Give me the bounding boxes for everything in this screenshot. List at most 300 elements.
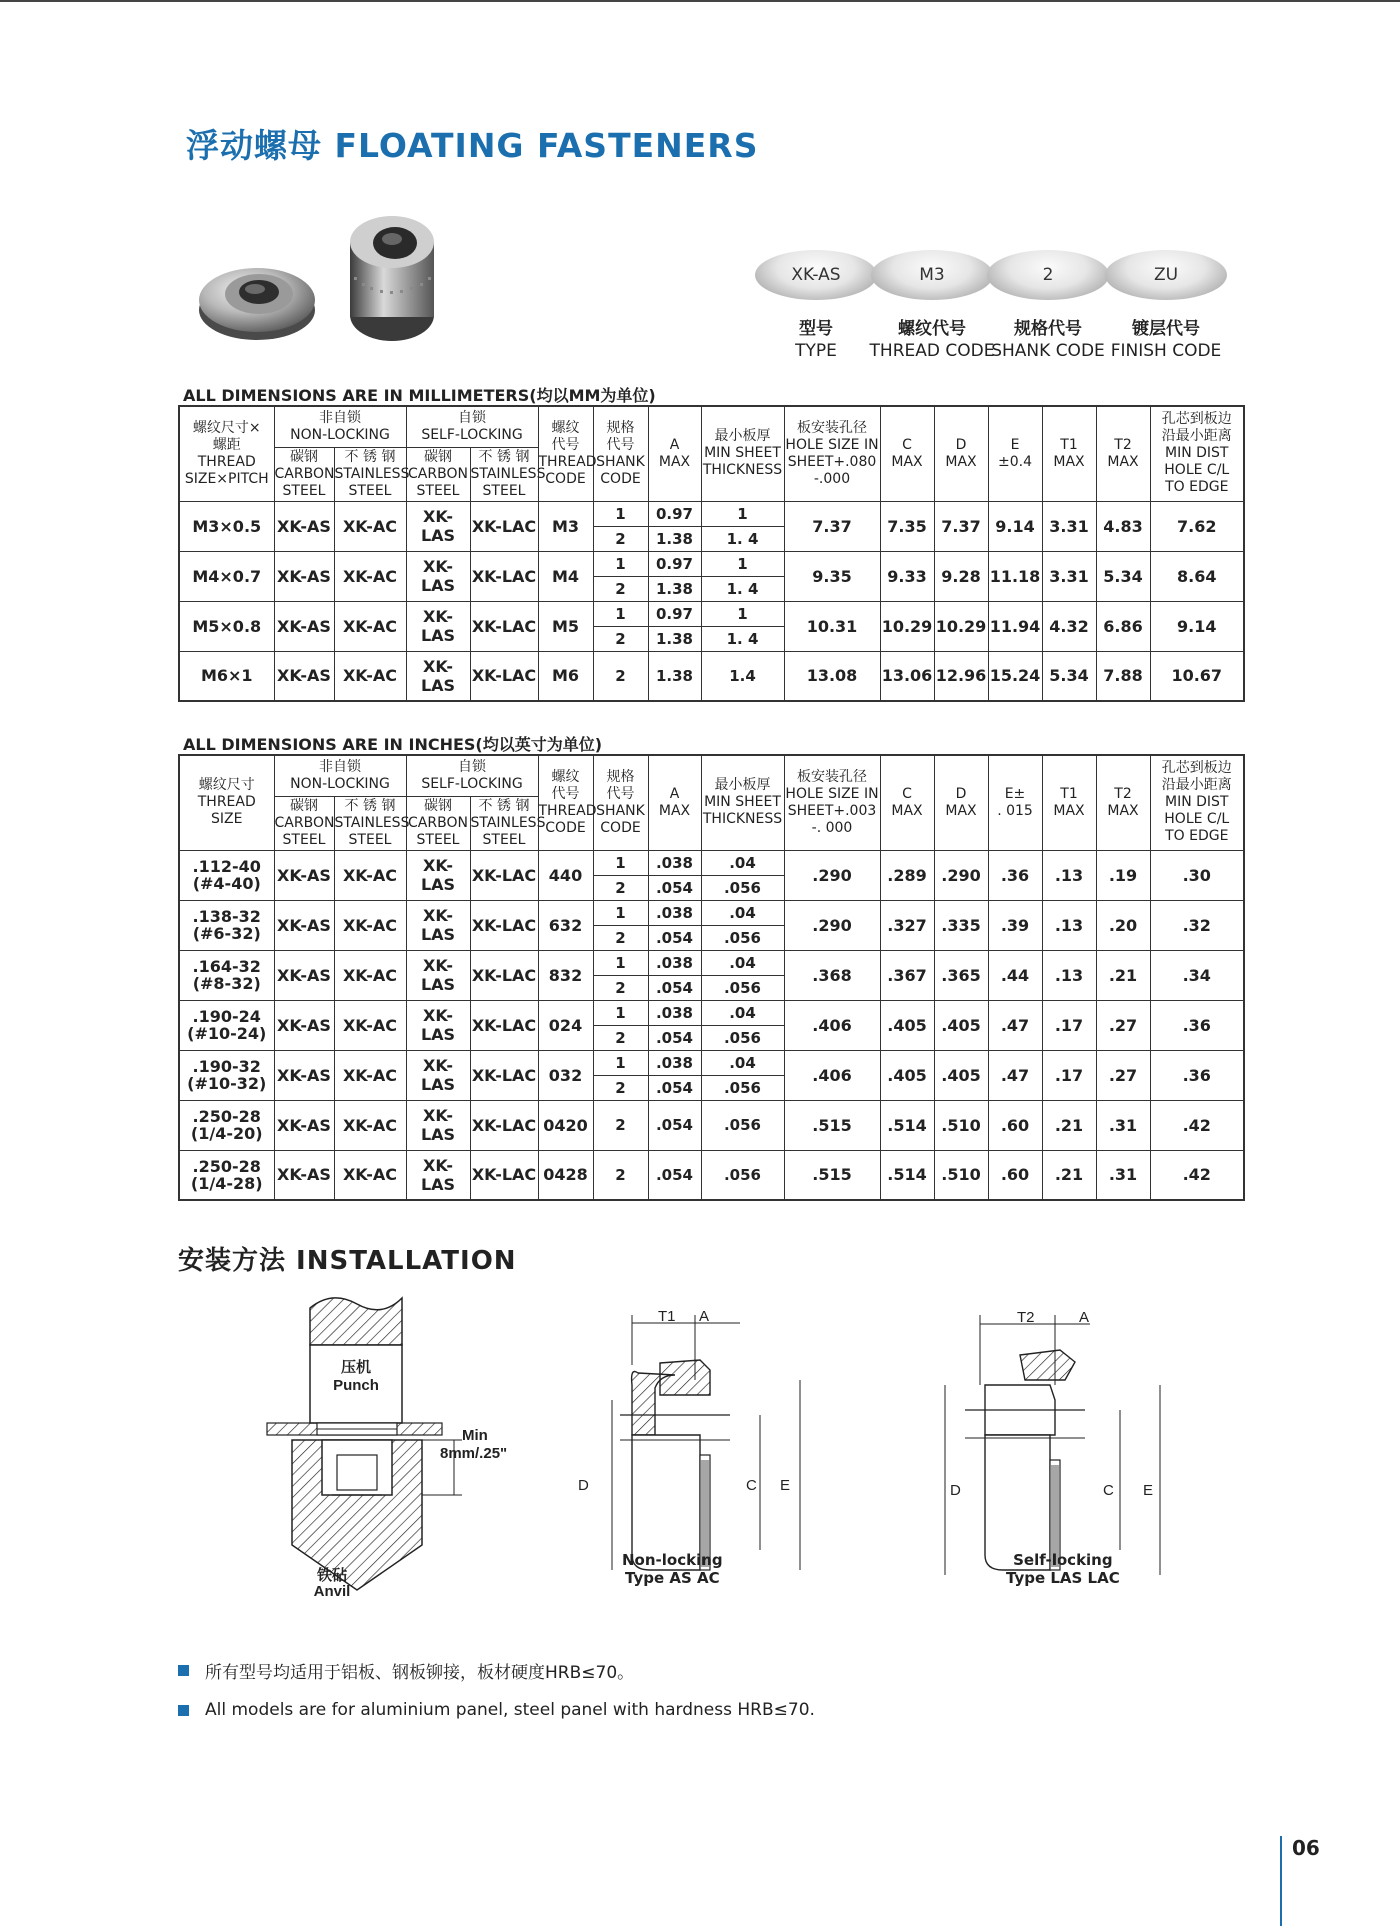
as-cell: XK-AS bbox=[274, 1000, 334, 1050]
edge-cell: .34 bbox=[1150, 950, 1244, 1000]
lac-cell: XK-LAC bbox=[470, 501, 538, 551]
inch-dimension-table bbox=[178, 754, 1245, 1201]
shank-cell: 1 bbox=[593, 601, 648, 626]
d-label: D bbox=[578, 1477, 589, 1494]
header-thread bbox=[179, 755, 274, 850]
header-line: E± bbox=[1004, 785, 1026, 802]
t1-cell: .21 bbox=[1042, 1150, 1096, 1200]
min-sheet-cell: 1. 4 bbox=[701, 526, 784, 551]
shank-cell: 2 bbox=[593, 1025, 648, 1050]
d-cell: .335 bbox=[934, 900, 988, 950]
header-line: 螺纹尺寸 bbox=[198, 777, 255, 794]
a-cell: .038 bbox=[648, 900, 701, 925]
inch-table-body bbox=[179, 850, 1244, 1200]
a-cell: .054 bbox=[648, 875, 701, 900]
header-non-locking bbox=[274, 406, 406, 447]
ac-cell: XK-AC bbox=[334, 501, 406, 551]
shank-cell: 2 bbox=[593, 526, 648, 551]
header-t1 bbox=[1042, 755, 1096, 850]
code-thread bbox=[866, 250, 998, 361]
ac-cell: XK-AC bbox=[334, 551, 406, 601]
min-sheet-cell: 1.4 bbox=[701, 651, 784, 701]
header-carbon bbox=[406, 447, 470, 501]
header-line: 不 锈 钢 bbox=[478, 797, 530, 814]
ac-cell: XK-AC bbox=[334, 900, 406, 950]
header-line: MAX bbox=[891, 802, 923, 819]
header-line: A bbox=[669, 785, 680, 802]
d-cell: .405 bbox=[934, 1000, 988, 1050]
header-line: STEEL bbox=[482, 831, 526, 848]
header-line: 最小板厚 bbox=[714, 428, 771, 445]
header-line: STEEL bbox=[348, 831, 392, 848]
las-cell: XK-LAS bbox=[406, 651, 470, 701]
shank-cell: 1 bbox=[593, 1000, 648, 1025]
hole-cell: .406 bbox=[784, 1000, 880, 1050]
t2-cell: .31 bbox=[1096, 1150, 1150, 1200]
las-cell: XK-LAS bbox=[406, 551, 470, 601]
header-e bbox=[988, 406, 1042, 501]
header-line: STAINLESS bbox=[334, 814, 410, 831]
page-number: 06 bbox=[1292, 1836, 1320, 1860]
header-line: SELF-LOCKING bbox=[421, 775, 523, 792]
a-cell: .038 bbox=[648, 1050, 701, 1075]
header-line: MAX bbox=[945, 453, 977, 470]
header-line: HOLE C/L bbox=[1164, 462, 1230, 479]
table-row bbox=[179, 501, 1244, 526]
a-cell: 0.97 bbox=[648, 551, 701, 576]
shank-cell: 1 bbox=[593, 1050, 648, 1075]
header-line: 不 锈 钢 bbox=[478, 448, 530, 465]
thread-size-line: (#8-32) bbox=[192, 974, 261, 993]
t1-cell: 3.31 bbox=[1042, 551, 1096, 601]
header-line: 不 锈 钢 bbox=[344, 448, 396, 465]
edge-cell: .42 bbox=[1150, 1100, 1244, 1150]
table-row bbox=[179, 651, 1244, 701]
lac-cell: XK-LAC bbox=[470, 900, 538, 950]
shank-cell: 2 bbox=[593, 1075, 648, 1100]
c-label: C bbox=[746, 1477, 757, 1494]
t2-cell: .31 bbox=[1096, 1100, 1150, 1150]
header-line: MAX bbox=[1107, 802, 1139, 819]
edge-cell: .42 bbox=[1150, 1150, 1244, 1200]
header-stainless bbox=[334, 447, 410, 501]
as-cell: XK-AS bbox=[274, 950, 334, 1000]
lac-cell: XK-LAC bbox=[470, 1100, 538, 1150]
code-cell: M3 bbox=[538, 501, 593, 551]
t1-cell: .17 bbox=[1042, 1000, 1096, 1050]
code-label-cn: 镀层代号 bbox=[1132, 319, 1200, 339]
e-cell: .47 bbox=[988, 1050, 1042, 1100]
ac-cell: XK-AC bbox=[334, 850, 406, 900]
thread-size-line: .164-32 bbox=[192, 957, 261, 976]
thread-size-cell: M4×0.7 bbox=[179, 551, 274, 601]
t2-cell: 4.83 bbox=[1096, 501, 1150, 551]
header-line: HOLE C/L bbox=[1164, 811, 1230, 828]
edge-cell: .30 bbox=[1150, 850, 1244, 900]
lac-cell: XK-LAC bbox=[470, 1150, 538, 1200]
e-cell: 11.94 bbox=[988, 601, 1042, 651]
as-cell: XK-AS bbox=[274, 1050, 334, 1100]
a-cell: .054 bbox=[648, 1075, 701, 1100]
header-line: 代号 bbox=[606, 785, 635, 802]
mm-table-body bbox=[179, 501, 1244, 701]
header-line: THREAD bbox=[538, 453, 597, 470]
code-cell: 0420 bbox=[538, 1100, 593, 1150]
lac-cell: XK-LAC bbox=[470, 651, 538, 701]
header-t1 bbox=[1042, 406, 1096, 501]
header-line: HOLE SIZE IN bbox=[785, 436, 879, 453]
hole-cell: .368 bbox=[784, 950, 880, 1000]
code-shank bbox=[982, 250, 1114, 361]
hole-cell: 9.35 bbox=[784, 551, 880, 601]
header-thread-code bbox=[538, 755, 597, 850]
header-line: -.000 bbox=[813, 470, 851, 487]
t1-cell: 5.34 bbox=[1042, 651, 1096, 701]
header-line: C bbox=[902, 436, 912, 453]
code-cell: 832 bbox=[538, 950, 593, 1000]
header-t2 bbox=[1096, 755, 1150, 850]
thread-size-line: .190-24 bbox=[192, 1007, 261, 1026]
page-title: 浮动螺母 FLOATING FASTENERS bbox=[186, 126, 759, 165]
shank-cell: 1 bbox=[593, 551, 648, 576]
header-line: 碳钢 bbox=[424, 797, 452, 814]
edge-cell: .36 bbox=[1150, 1050, 1244, 1100]
header-line: CARBON bbox=[408, 814, 468, 831]
punch-anvil-diagram bbox=[262, 1290, 562, 1610]
hole-cell: .290 bbox=[784, 900, 880, 950]
table-row bbox=[179, 1050, 1244, 1075]
table-row bbox=[179, 601, 1244, 626]
ac-cell: XK-AC bbox=[334, 1150, 406, 1200]
ac-cell: XK-AC bbox=[334, 651, 406, 701]
header-line: 代号 bbox=[551, 436, 580, 453]
lac-cell: XK-LAC bbox=[470, 1000, 538, 1050]
thread-size-line: (1/4-20) bbox=[190, 1124, 263, 1143]
t2-cell: .21 bbox=[1096, 950, 1150, 1000]
c-label: C bbox=[1103, 1482, 1114, 1499]
e-cell: 9.14 bbox=[988, 501, 1042, 551]
non-locking-caption bbox=[622, 1551, 723, 1587]
min-sheet-cell: .04 bbox=[701, 850, 784, 875]
header-line: D bbox=[955, 785, 967, 802]
product-photos bbox=[190, 195, 455, 370]
c-cell: 9.33 bbox=[880, 551, 934, 601]
header-line: MAX bbox=[1053, 802, 1085, 819]
d-cell: 12.96 bbox=[934, 651, 988, 701]
header-thread-code bbox=[538, 406, 597, 501]
e-cell: .44 bbox=[988, 950, 1042, 1000]
in-table-caption: ALL DIMENSIONS ARE IN INCHES(均以英寸为单位) bbox=[183, 735, 603, 754]
header-line: STEEL bbox=[416, 831, 460, 848]
min-sheet-cell: 1 bbox=[701, 551, 784, 576]
header-shank-code bbox=[593, 755, 648, 850]
header-line: THREAD bbox=[197, 794, 256, 811]
bullet-icon bbox=[178, 1705, 189, 1716]
as-cell: XK-AS bbox=[274, 850, 334, 900]
header-line: MAX bbox=[945, 802, 977, 819]
as-cell: XK-AS bbox=[274, 1150, 334, 1200]
d-cell: 7.37 bbox=[934, 501, 988, 551]
min-sheet-cell: .056 bbox=[701, 875, 784, 900]
shank-cell: 2 bbox=[593, 576, 648, 601]
code-label-en: SHANK CODE bbox=[991, 341, 1105, 361]
header-line: CARBON bbox=[408, 465, 468, 482]
edge-cell: 7.62 bbox=[1150, 501, 1244, 551]
code-label-cn: 型号 bbox=[799, 319, 833, 339]
header-line: T2 bbox=[1114, 436, 1132, 453]
a-label: A bbox=[1079, 1310, 1090, 1326]
header-line: 螺纹尺寸× bbox=[192, 419, 261, 436]
header-line: A bbox=[669, 436, 680, 453]
shank-cell: 2 bbox=[593, 651, 648, 701]
d-cell: .510 bbox=[934, 1100, 988, 1150]
las-cell: XK-LAS bbox=[406, 850, 470, 900]
e-cell: 15.24 bbox=[988, 651, 1042, 701]
header-line: MAX bbox=[1053, 453, 1085, 470]
code-cell: 632 bbox=[538, 900, 593, 950]
table-row bbox=[179, 551, 1244, 576]
ac-cell: XK-AC bbox=[334, 1100, 406, 1150]
las-cell: XK-LAS bbox=[406, 1150, 470, 1200]
code-label-cn: 规格代号 bbox=[1014, 319, 1082, 339]
a-cell: 1.38 bbox=[648, 626, 701, 651]
mm-dimension-table bbox=[178, 405, 1245, 702]
t2-cell: 7.88 bbox=[1096, 651, 1150, 701]
table-row bbox=[179, 1150, 1244, 1200]
shank-cell: 2 bbox=[593, 1150, 648, 1200]
t1-cell: 4.32 bbox=[1042, 601, 1096, 651]
header-self-locking bbox=[406, 406, 538, 447]
code-cell: 032 bbox=[538, 1050, 593, 1100]
t1-cell: .21 bbox=[1042, 1100, 1096, 1150]
thread-size-line: .250-28 bbox=[192, 1107, 261, 1126]
edge-cell: .32 bbox=[1150, 900, 1244, 950]
header-line: SHANK bbox=[596, 453, 645, 470]
min-sheet-cell: .056 bbox=[701, 975, 784, 1000]
header-line: 碳钢 bbox=[290, 797, 318, 814]
header-self-locking bbox=[406, 755, 538, 796]
thread-size-line: .250-28 bbox=[192, 1156, 261, 1176]
flat-nut-photo bbox=[195, 250, 320, 345]
header-line: 不 锈 钢 bbox=[344, 797, 396, 814]
header-line: SELF-LOCKING bbox=[421, 426, 523, 443]
thread-size-cell bbox=[179, 850, 274, 900]
a-cell: 1.38 bbox=[648, 576, 701, 601]
table-row bbox=[179, 850, 1244, 875]
ac-cell: XK-AC bbox=[334, 950, 406, 1000]
shank-cell: 1 bbox=[593, 850, 648, 875]
header-t2 bbox=[1096, 406, 1150, 501]
header-stainless bbox=[470, 447, 546, 501]
las-cell: XK-LAS bbox=[406, 1000, 470, 1050]
header-d bbox=[934, 406, 988, 501]
header-edge bbox=[1150, 755, 1244, 850]
top-rule bbox=[0, 0, 1400, 2]
min-sheet-cell: .04 bbox=[701, 900, 784, 925]
bullet-icon bbox=[178, 1665, 189, 1676]
t1-label: T1 bbox=[658, 1308, 676, 1325]
table-row bbox=[179, 950, 1244, 975]
self-locking-caption bbox=[1006, 1551, 1120, 1587]
t1-cell: 3.31 bbox=[1042, 501, 1096, 551]
header-line: MIN SHEET bbox=[704, 445, 781, 462]
header-line: CODE bbox=[600, 819, 641, 836]
header-line: THICKNESS bbox=[702, 462, 783, 479]
min-sheet-cell: .056 bbox=[701, 1100, 784, 1150]
header-line: 碳钢 bbox=[290, 448, 318, 465]
note-text: All models are for aluminium panel, steel panel with hardness HRB≤70. bbox=[205, 1700, 815, 1720]
header-line: ±0.4 bbox=[998, 453, 1032, 470]
header-min-sheet bbox=[701, 755, 784, 850]
header-line: 螺纹 bbox=[551, 419, 580, 436]
las-cell: XK-LAS bbox=[406, 601, 470, 651]
las-cell: XK-LAS bbox=[406, 900, 470, 950]
min-sheet-cell: .04 bbox=[701, 1000, 784, 1025]
tall-nut-photo bbox=[340, 207, 445, 347]
header-d bbox=[934, 755, 988, 850]
min-sheet-cell: 1 bbox=[701, 601, 784, 626]
header-line: 规格 bbox=[606, 419, 635, 436]
e-cell: .39 bbox=[988, 900, 1042, 950]
table-row bbox=[179, 1000, 1244, 1025]
header-c bbox=[880, 406, 934, 501]
min-sheet-cell: 1. 4 bbox=[701, 626, 784, 651]
hole-cell: .515 bbox=[784, 1100, 880, 1150]
a-label: A bbox=[699, 1308, 710, 1325]
header-line: 螺纹 bbox=[551, 768, 580, 785]
thread-size-cell bbox=[179, 1050, 274, 1100]
thread-size-line: (#10-32) bbox=[187, 1074, 267, 1093]
header-min-sheet bbox=[701, 406, 784, 501]
a-cell: .038 bbox=[648, 850, 701, 875]
code-finish bbox=[1100, 250, 1232, 361]
thread-size-line: (#10-24) bbox=[187, 1024, 267, 1043]
t2-cell: 5.34 bbox=[1096, 551, 1150, 601]
las-cell: XK-LAS bbox=[406, 1050, 470, 1100]
header-line: SHANK bbox=[596, 802, 645, 819]
header-line: C bbox=[902, 785, 912, 802]
header-stainless bbox=[334, 796, 410, 850]
caption-line: Self-locking bbox=[1013, 1551, 1113, 1569]
header-carbon bbox=[406, 796, 470, 850]
a-cell: .054 bbox=[648, 975, 701, 1000]
las-cell: XK-LAS bbox=[406, 501, 470, 551]
thread-size-cell bbox=[179, 900, 274, 950]
a-cell: .054 bbox=[648, 1025, 701, 1050]
d-cell: 9.28 bbox=[934, 551, 988, 601]
hole-cell: 7.37 bbox=[784, 501, 880, 551]
anvil-label-en: Anvil bbox=[313, 1583, 351, 1600]
min-sheet-cell: .056 bbox=[701, 1025, 784, 1050]
header-a bbox=[648, 406, 701, 501]
d-label: D bbox=[950, 1482, 961, 1499]
header-line: E bbox=[1010, 436, 1020, 453]
e-cell: 11.18 bbox=[988, 551, 1042, 601]
header-line: TO EDGE bbox=[1165, 828, 1229, 845]
shank-cell: 1 bbox=[593, 501, 648, 526]
header-line: 代号 bbox=[606, 436, 635, 453]
header-line: SIZE×PITCH bbox=[184, 470, 269, 487]
edge-cell: 10.67 bbox=[1150, 651, 1244, 701]
as-cell: XK-AS bbox=[274, 1100, 334, 1150]
header-line: 孔芯到板边 bbox=[1161, 411, 1232, 428]
header-line: THREAD bbox=[197, 453, 256, 470]
header-line: MAX bbox=[891, 453, 923, 470]
header-line: D bbox=[955, 436, 967, 453]
thread-size-line: .190-32 bbox=[192, 1057, 261, 1076]
code-cell: 440 bbox=[538, 850, 593, 900]
caption-line: Non-locking bbox=[622, 1551, 723, 1569]
shank-cell: 2 bbox=[593, 875, 648, 900]
header-line: MAX bbox=[1107, 453, 1139, 470]
header-line: MAX bbox=[658, 802, 691, 819]
t2-cell: 6.86 bbox=[1096, 601, 1150, 651]
a-cell: .054 bbox=[648, 1150, 701, 1200]
header-line: MIN DIST bbox=[1165, 794, 1229, 811]
header-line: 孔芯到板边 bbox=[1161, 760, 1232, 777]
punch-label-cn: 压机 bbox=[340, 1359, 372, 1376]
anvil-label-cn: 铁砧 bbox=[316, 1567, 348, 1584]
las-cell: XK-LAS bbox=[406, 950, 470, 1000]
header-line: MIN SHEET bbox=[704, 794, 781, 811]
code-label-en: TYPE bbox=[795, 341, 837, 361]
t2-cell: .19 bbox=[1096, 850, 1150, 900]
header-stainless bbox=[470, 796, 546, 850]
d-cell: .510 bbox=[934, 1150, 988, 1200]
ac-cell: XK-AC bbox=[334, 601, 406, 651]
as-cell: XK-AS bbox=[274, 900, 334, 950]
c-cell: .514 bbox=[880, 1100, 934, 1150]
header-line: HOLE SIZE IN bbox=[785, 785, 879, 802]
min-label: Min bbox=[462, 1427, 488, 1444]
header-line: MIN DIST bbox=[1165, 445, 1229, 462]
code-type bbox=[750, 250, 882, 361]
edge-cell: 9.14 bbox=[1150, 601, 1244, 651]
header-line: NON-LOCKING bbox=[290, 775, 390, 792]
shank-cell: 2 bbox=[593, 925, 648, 950]
shank-cell: 2 bbox=[593, 975, 648, 1000]
header-line: STEEL bbox=[416, 482, 460, 499]
header-line: THREAD bbox=[538, 802, 597, 819]
code-oval: M3 bbox=[871, 250, 993, 300]
table-row bbox=[179, 1100, 1244, 1150]
min-value: 8mm/.25" bbox=[440, 1445, 508, 1462]
header-line: SHEET+.003 bbox=[787, 802, 877, 819]
code-oval: XK-AS bbox=[755, 250, 877, 300]
t2-cell: .27 bbox=[1096, 1000, 1150, 1050]
note-en bbox=[178, 1700, 815, 1720]
code-cell: M4 bbox=[538, 551, 593, 601]
a-cell: .054 bbox=[648, 925, 701, 950]
code-oval: ZU bbox=[1105, 250, 1227, 300]
t1-cell: .13 bbox=[1042, 950, 1096, 1000]
header-shank-code bbox=[593, 406, 648, 501]
thread-size-line: (#4-40) bbox=[192, 874, 261, 893]
edge-cell: .36 bbox=[1150, 1000, 1244, 1050]
t1-cell: .17 bbox=[1042, 1050, 1096, 1100]
a-cell: .038 bbox=[648, 950, 701, 975]
header-line: CARBON bbox=[274, 465, 335, 482]
min-sheet-cell: .04 bbox=[701, 1050, 784, 1075]
t2-cell: .20 bbox=[1096, 900, 1150, 950]
as-cell: XK-AS bbox=[274, 501, 334, 551]
e-cell: .36 bbox=[988, 850, 1042, 900]
installation-title: 安装方法 INSTALLATION bbox=[178, 1246, 517, 1276]
header-line: T1 bbox=[1060, 436, 1078, 453]
header-line: 板安装孔径 bbox=[797, 419, 867, 436]
header-line: 代号 bbox=[551, 785, 580, 802]
a-cell: 1.38 bbox=[648, 526, 701, 551]
